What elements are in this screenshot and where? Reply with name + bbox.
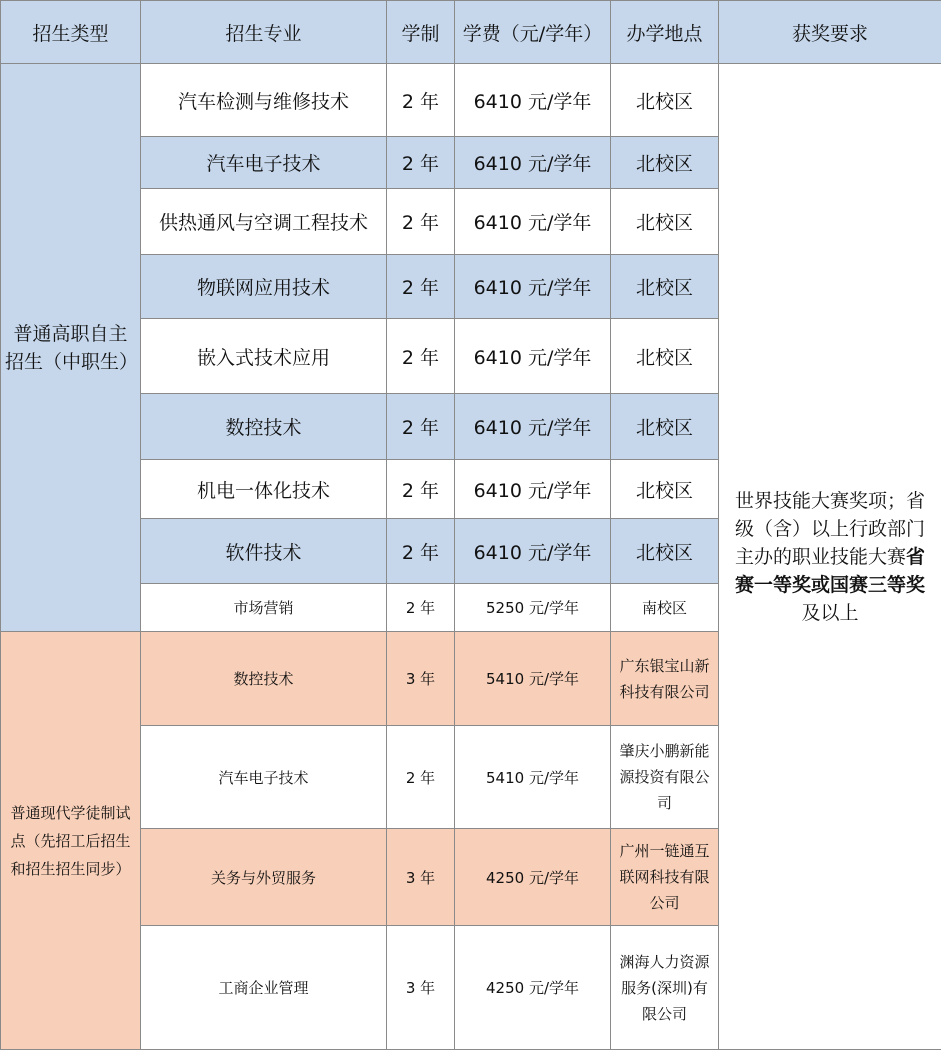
major-cell: 工商企业管理 [141,926,387,1050]
years-cell: 2 年 [387,519,455,584]
major-cell: 物联网应用技术 [141,255,387,319]
years-cell: 3 年 [387,926,455,1050]
fee-cell: 6410 元/学年 [455,137,611,189]
award-text: 世界技能大赛奖项；省级（含）以上行政部门主办的职业技能大赛 [735,490,925,568]
years-cell: 2 年 [387,255,455,319]
fee-cell: 6410 元/学年 [455,460,611,519]
fee-cell: 4250 元/学年 [455,829,611,926]
location-cell: 渊海人力资源服务(深圳)有限公司 [611,926,719,1050]
fee-cell: 6410 元/学年 [455,394,611,460]
group-cell-vocational: 普通高职自主招生（中职生） [1,64,141,632]
major-cell: 供热通风与空调工程技术 [141,189,387,255]
major-cell: 嵌入式技术应用 [141,319,387,394]
years-cell: 2 年 [387,726,455,829]
major-cell: 机电一体化技术 [141,460,387,519]
group-cell-apprenticeship: 普通现代学徒制试点（先招工后招生和招生招生同步） [1,632,141,1050]
major-cell: 汽车电子技术 [141,137,387,189]
years-cell: 2 年 [387,137,455,189]
years-cell: 2 年 [387,460,455,519]
major-cell: 市场营销 [141,584,387,632]
location-cell: 广州一链通互联网科技有限公司 [611,829,719,926]
years-cell: 3 年 [387,632,455,726]
fee-cell: 5410 元/学年 [455,726,611,829]
location-cell: 北校区 [611,319,719,394]
award-cell [719,64,941,1050]
table-row [1,64,941,137]
major-cell: 数控技术 [141,394,387,460]
header-row [1,1,941,64]
header-fee: 学费（元/学年） [455,1,611,64]
fee-cell: 6410 元/学年 [455,189,611,255]
location-cell: 北校区 [611,519,719,584]
location-cell: 北校区 [611,460,719,519]
major-cell: 汽车电子技术 [141,726,387,829]
years-cell: 2 年 [387,394,455,460]
major-cell: 软件技术 [141,519,387,584]
fee-cell: 5250 元/学年 [455,584,611,632]
location-cell: 肇庆小鹏新能源投资有限公司 [611,726,719,829]
header-location: 办学地点 [611,1,719,64]
header-type: 招生类型 [1,1,141,64]
fee-cell: 4250 元/学年 [455,926,611,1050]
major-cell: 汽车检测与维修技术 [141,64,387,137]
location-cell: 北校区 [611,189,719,255]
years-cell: 2 年 [387,584,455,632]
location-cell: 北校区 [611,255,719,319]
years-cell: 2 年 [387,64,455,137]
fee-cell: 6410 元/学年 [455,319,611,394]
award-suffix: 及以上 [801,602,858,624]
location-cell: 北校区 [611,137,719,189]
header-major: 招生专业 [141,1,387,64]
header-years: 学制 [387,1,455,64]
fee-cell: 5410 元/学年 [455,632,611,726]
location-cell: 北校区 [611,64,719,137]
fee-cell: 6410 元/学年 [455,519,611,584]
award-highlight: 省赛一等奖或国赛三等奖 [735,546,925,596]
years-cell: 2 年 [387,189,455,255]
location-cell: 广东银宝山新科技有限公司 [611,632,719,726]
years-cell: 2 年 [387,319,455,394]
location-cell: 北校区 [611,394,719,460]
major-cell: 关务与外贸服务 [141,829,387,926]
fee-cell: 6410 元/学年 [455,64,611,137]
header-award: 获奖要求 [719,1,941,64]
location-cell: 南校区 [611,584,719,632]
major-cell: 数控技术 [141,632,387,726]
years-cell: 3 年 [387,829,455,926]
fee-cell: 6410 元/学年 [455,255,611,319]
